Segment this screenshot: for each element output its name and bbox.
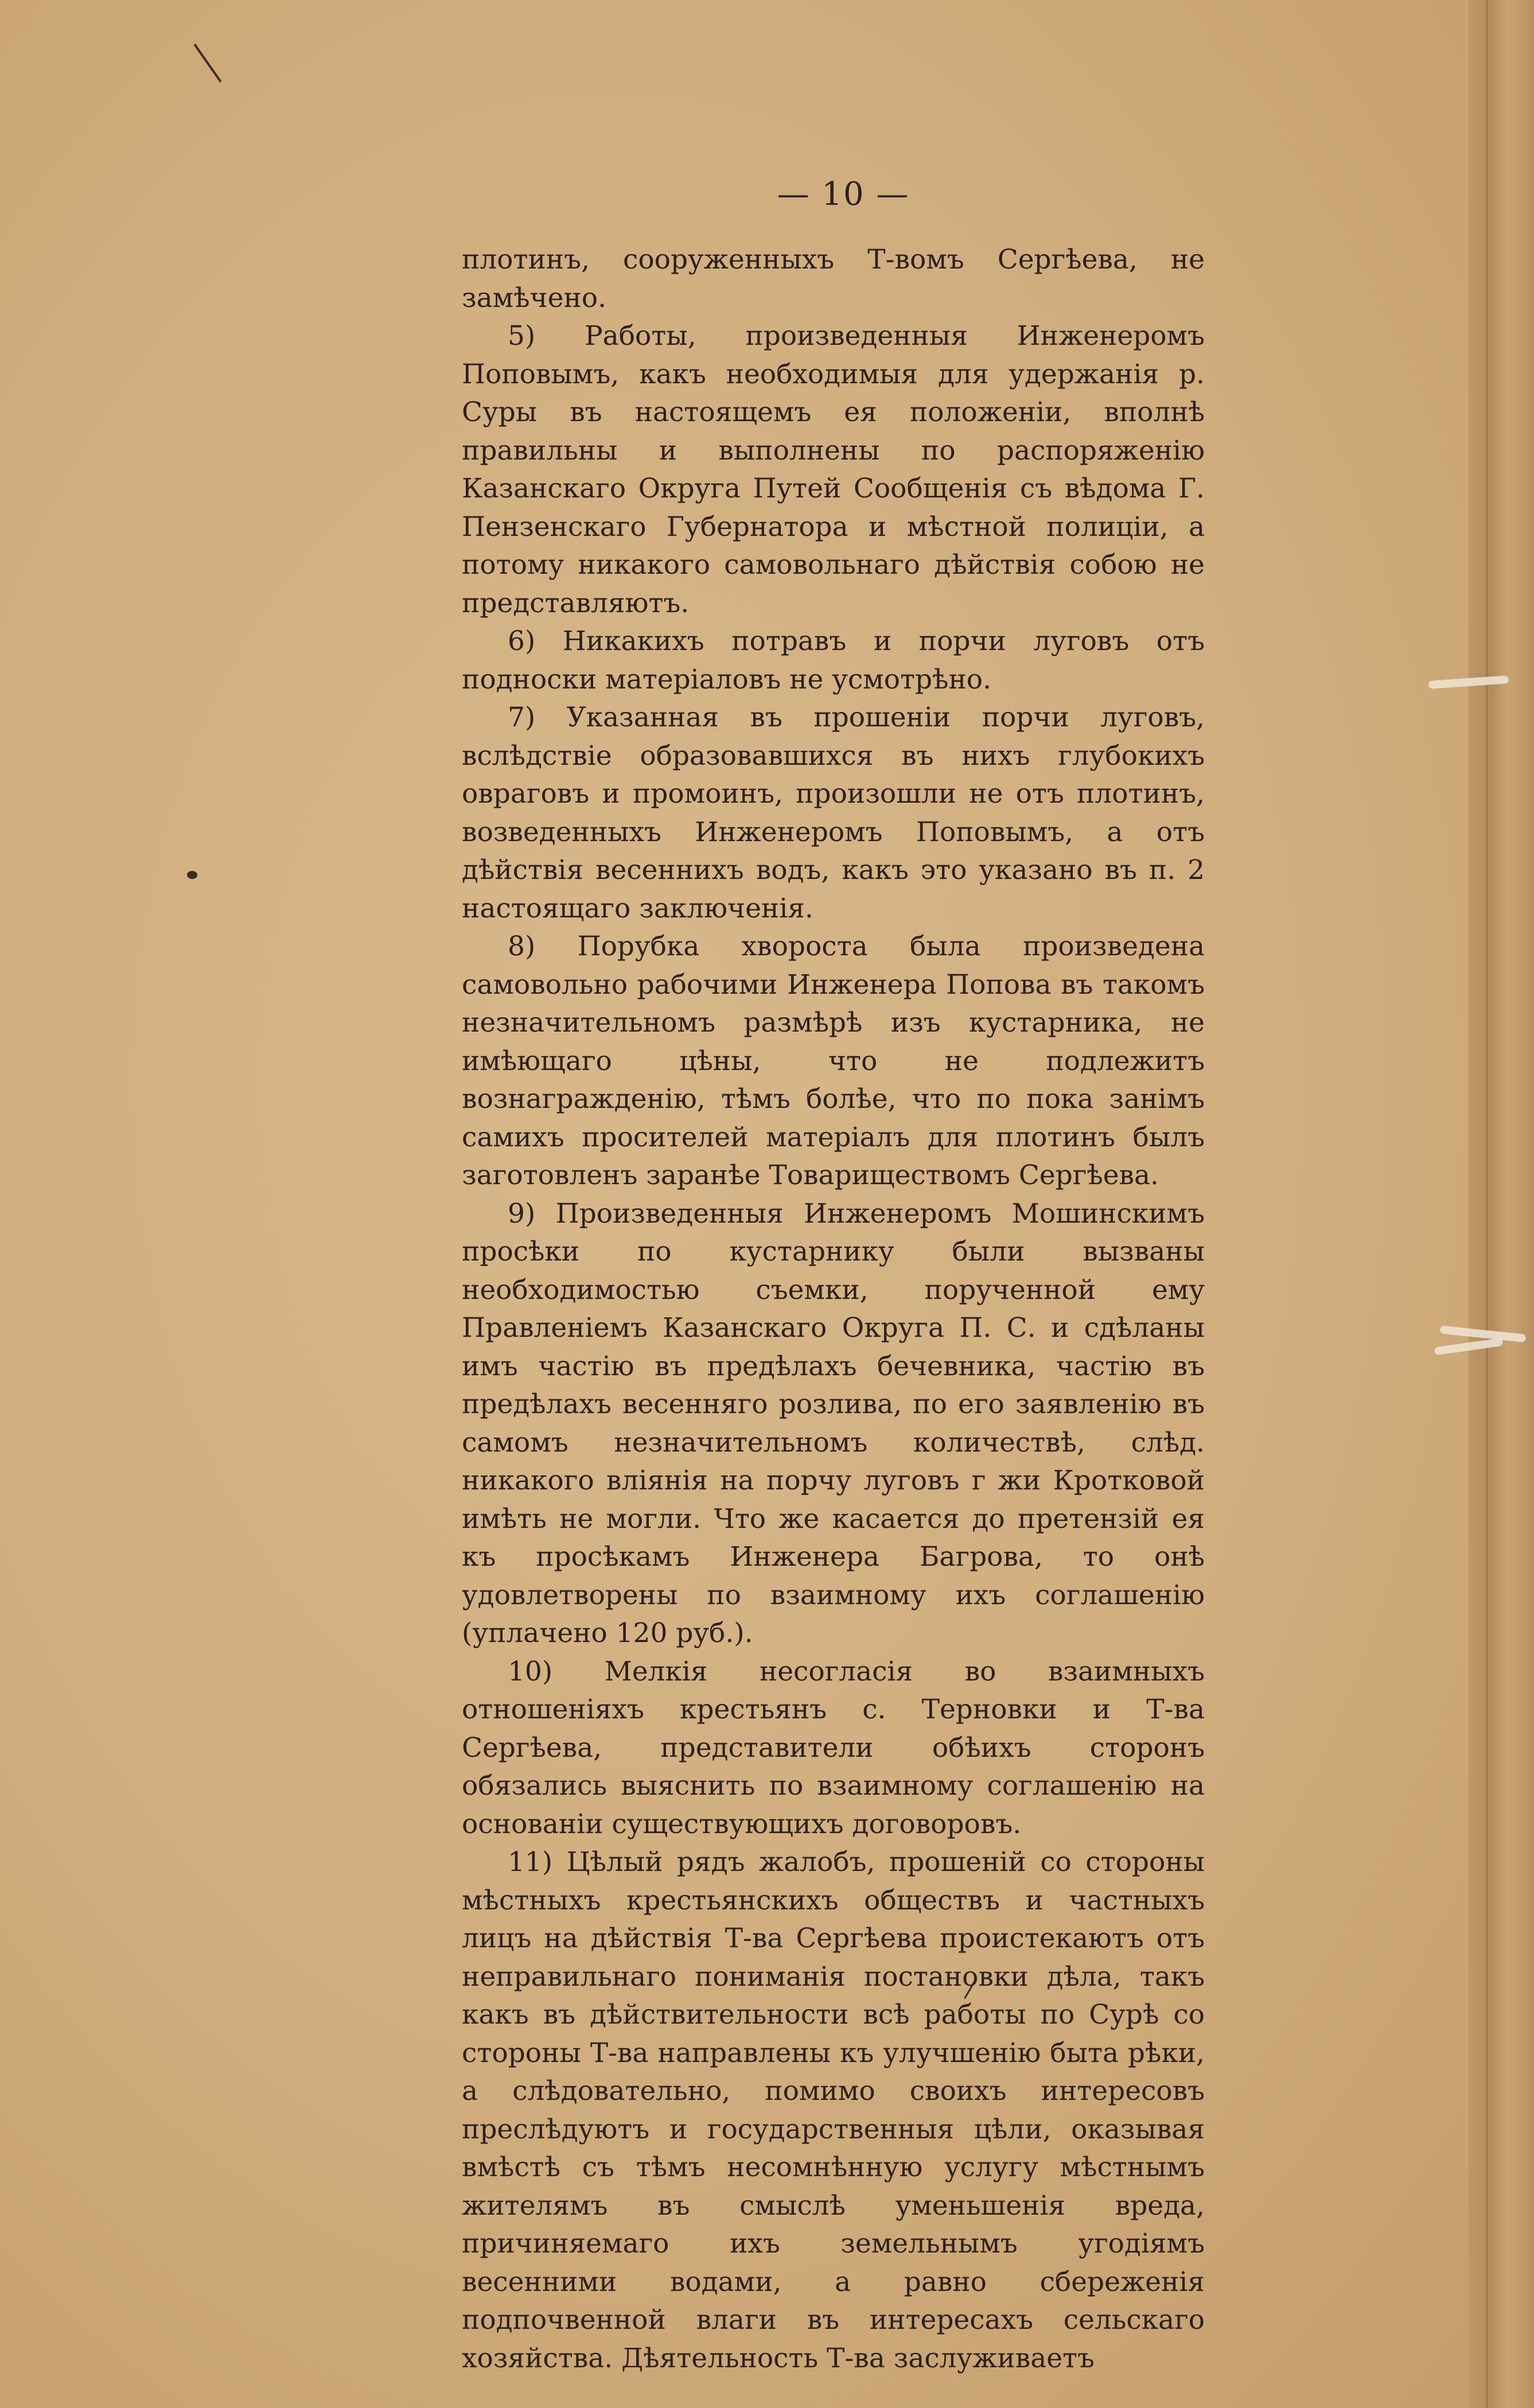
page-number: — 10 — [777, 176, 910, 213]
paragraph-item-6: 6) Никакихъ потравъ и порчи луговъ отъ подноски матеріаловъ не усмотрѣно. [462, 625, 1205, 695]
paragraph-item-9: 9) Произведенныя Инженеромъ Мошинскимъ просѣки по кустарнику были вызваны необходимостью съемки, порученной ему Правленіемъ Казанскаго Округа П. С. и сдѣланы имъ частію въ предѣлахъ бечевника, частію въ предѣлахъ весенняго розлива, по его заявленію въ самомъ незначительномъ количествѣ, слѣд. никакого вліянія на порчу луговъ г жи Кротковой имѣть не могли. Что же касается до претензій ея къ просѣкамъ Инженера Багрова, то онѣ удовлетворены по взаимному ихъ соглашенію (уплачено 120 руб.). [462, 1197, 1205, 1649]
paragraph: плотинъ, сооруженныхъ Т-вомъ Сергѣева, не замѣчено. [462, 244, 1205, 314]
ink-blot [187, 871, 197, 879]
paragraph-item-8: 8) Порубка хвороста была произведена самовольно рабочими Инженера Попова въ такомъ незначительномъ размѣрѣ изъ кустарника, не имѣющаго цѣны, что не подлежитъ вознагражденію, тѣмъ болѣе, что по пока занімъ самихъ просителей матеріалъ для плотинъ былъ заготовленъ заранѣе Товариществомъ Сергѣева. [462, 931, 1205, 1191]
book-spine [1469, 0, 1534, 2408]
paragraph-item-5: 5) Работы, произведенныя Инженеромъ Поповымъ, какъ необходимыя для удержанія р. Суры въ настоящемъ ея положеніи, вполнѣ правильны и выполнены по распоряженію Казанскаго Округа Путей Сообщенія съ вѣдома Г. Пензенскаго Губернатора и мѣстной полиціи, а потому никакого самовольнаго дѣйствія собою не представляютъ. [462, 320, 1205, 619]
document-body [462, 241, 1205, 2378]
paragraph-item-11: 11) Цѣлый рядъ жалобъ, прошеній со стороны мѣстныхъ крестьянскихъ обществъ и частныхъ лицъ на дѣйствія Т-ва Сергѣева проистекаютъ отъ неправильнаго пониманія постановки дѣла, такъ какъ въ дѣйствительности всѣ работы по Сурѣ со стороны Т-ва направлены къ улучшенію быта рѣки, а слѣдовательно, помимо своихъ интересовъ преслѣдуютъ и государственныя цѣли, оказывая вмѣстѣ съ тѣмъ несомнѣнную услугу мѣстнымъ жителямъ въ смыслѣ уменьшенія вреда, причиняемаго ихъ земельнымъ угодіямъ весенними водами, а равно сбереженія подпочвенной влаги въ интересахъ сельскаго хозяйства. Дѣятельность Т-ва заслуживаетъ [462, 1846, 1205, 2374]
paragraph-item-7: 7) Указанная въ прошеніи порчи луговъ, вслѣдствіе образовавшихся въ нихъ глубокихъ овраговъ и промоинъ, произошли не отъ плотинъ, возведенныхъ Инженеромъ Поповымъ, а отъ дѣйствія весеннихъ водъ, какъ это указано въ п. 2 настоящаго заключенія. [462, 702, 1205, 924]
spine-fold [1486, 0, 1488, 2408]
paragraph-item-10: 10) Мелкія несогласія во взаимныхъ отношеніяхъ крестьянъ с. Терновки и Т-ва Сергѣева, представители обѣихъ сторонъ обязались выяснить по взаимному соглашенію на основаніи существующихъ договоровъ. [462, 1655, 1205, 1840]
